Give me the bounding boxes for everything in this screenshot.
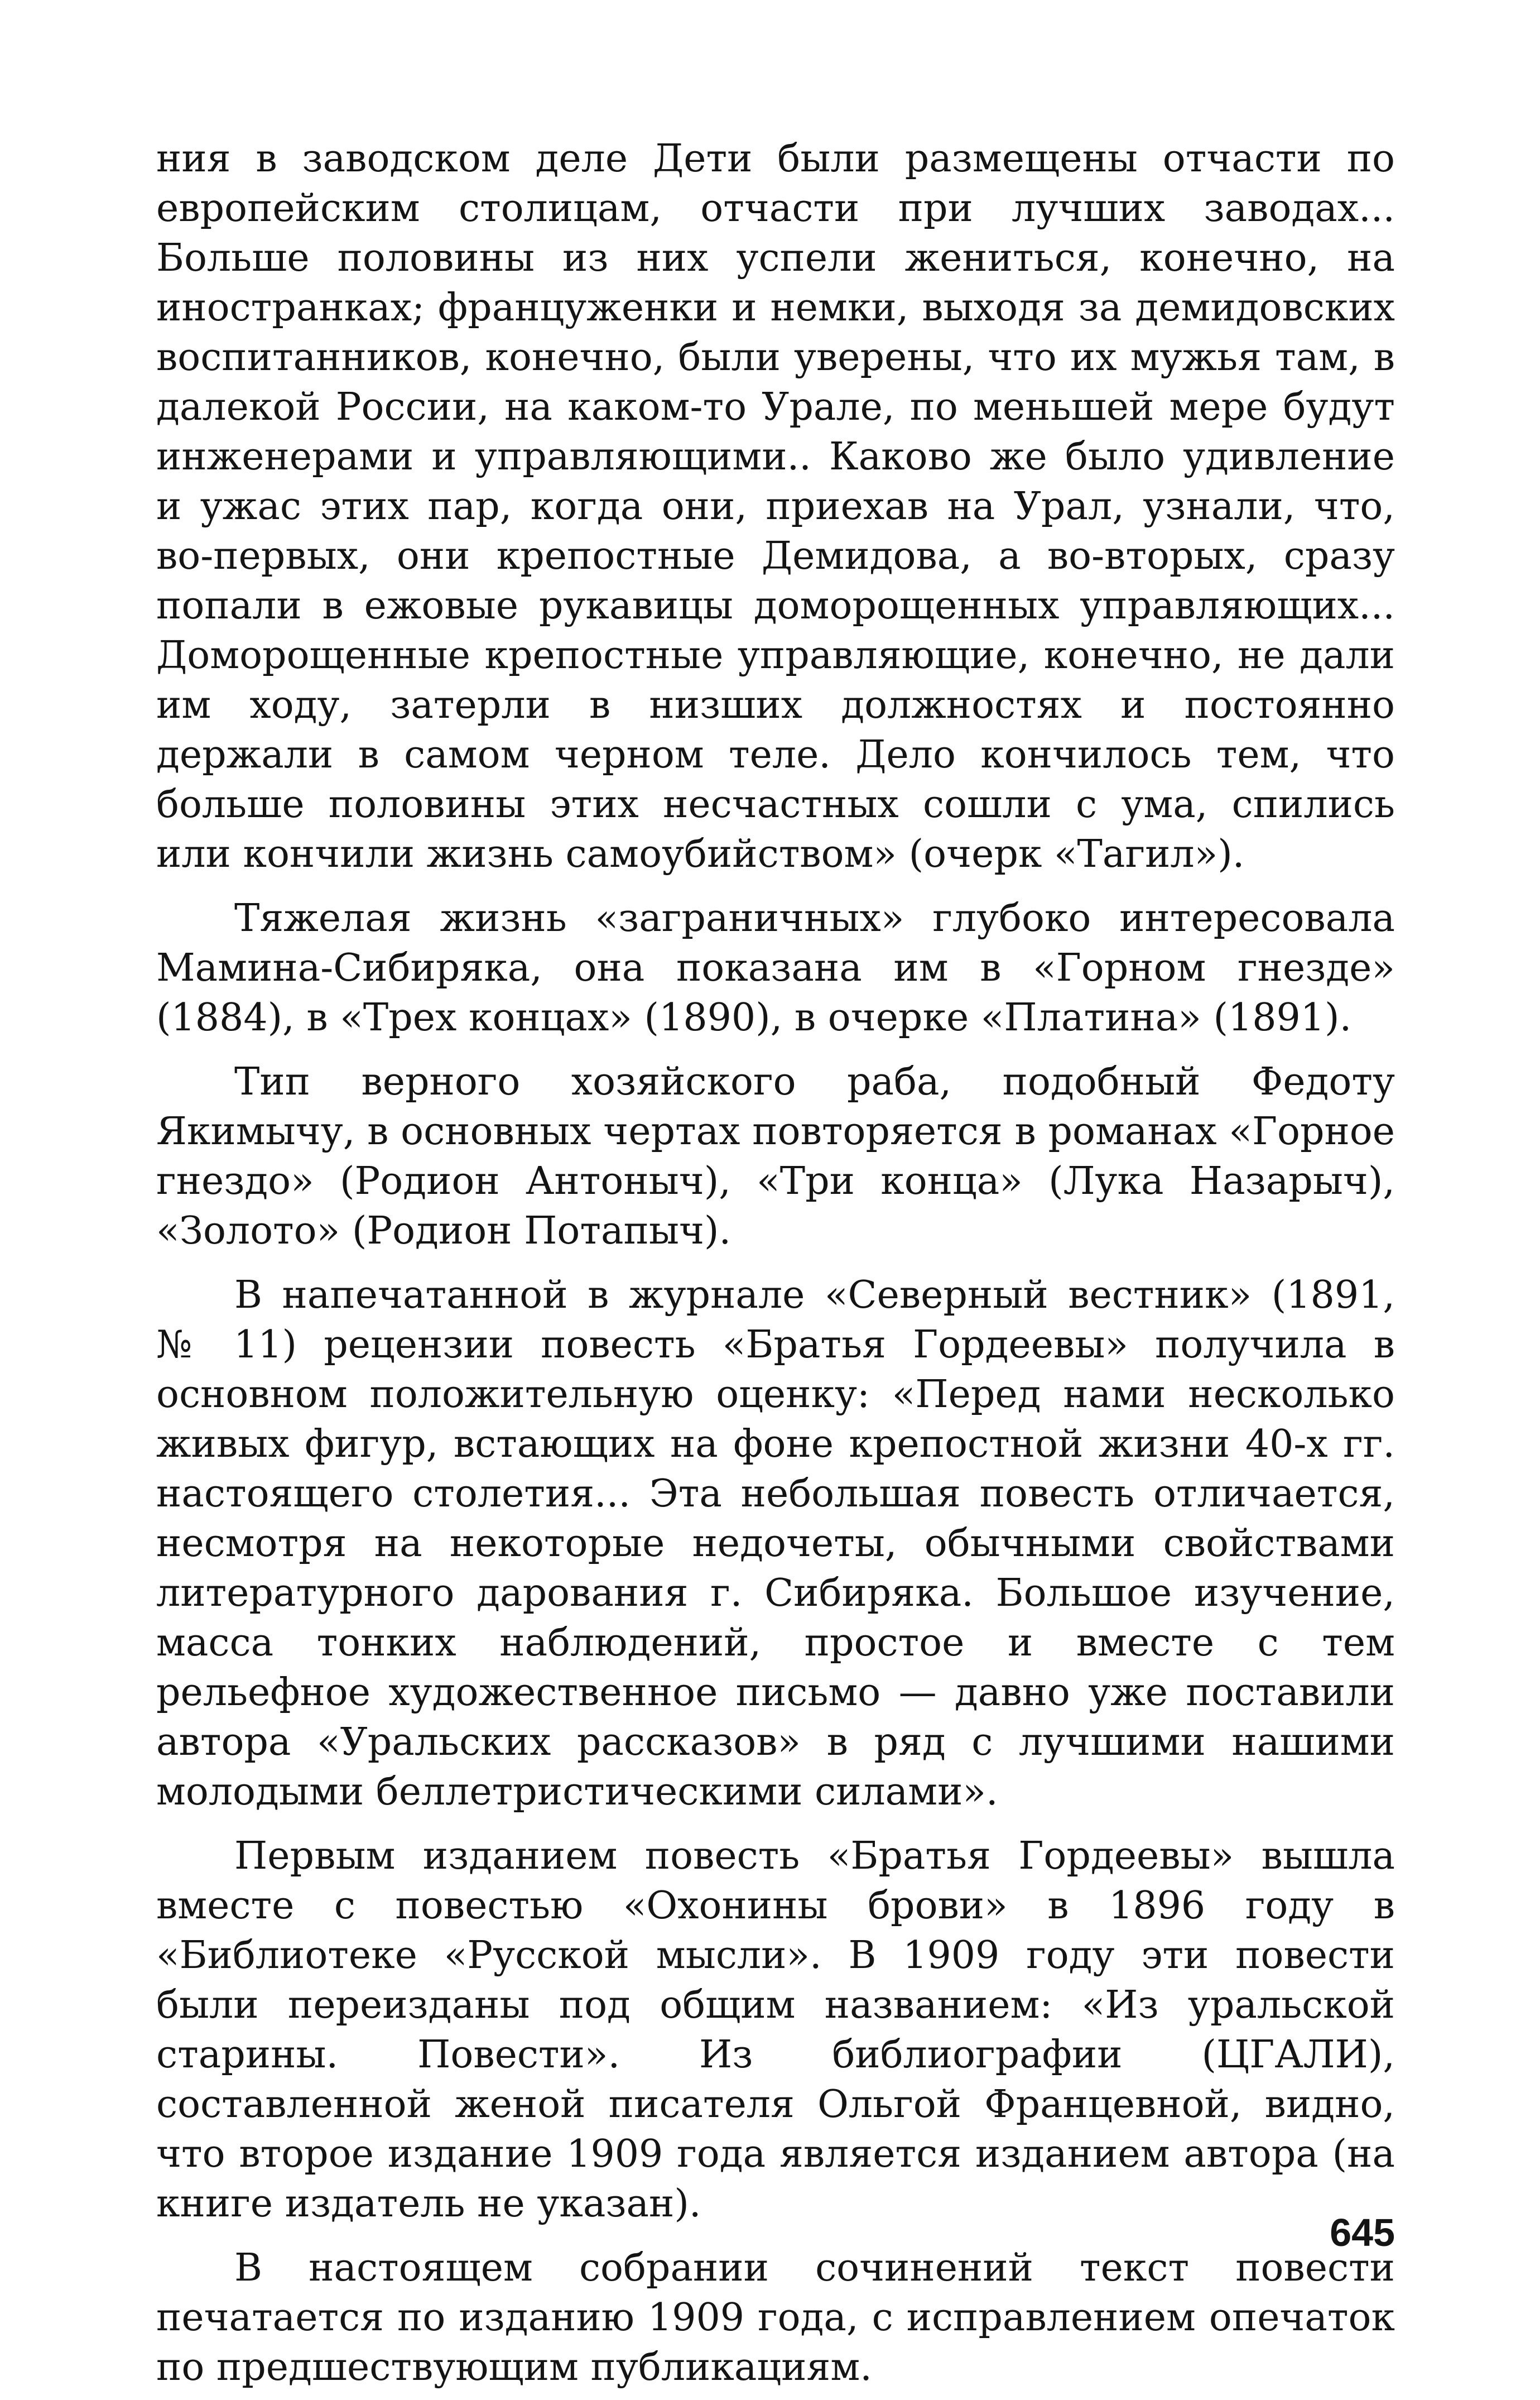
page-text <box>156 134 1395 2392</box>
paragraph-vernyi-rab: Тип верного хозяйского раба, подобный Федоту Якимычу, в основных чертах повторяется в романах «Горное гнездо» (Родион Антоныч), «Три конца» (Лука Назарыч), «Золото» (Родион Потапыч). <box>156 1060 1395 1253</box>
paragraph-pervoe-izdanie: Первым изданием повесть «Братья Гордеевы» вышла вместе с повестью «Охонины брови» в 1896 году в «Библиотеке «Русской мысли». В 1909 году эти повести были переизданы под общим названием: «Из уральской старины. Повести». Из библиографии (ЦГАЛИ), составленной женой писателя Ольгой Францевной, видно, что второе издание 1909 года является изданием автора (на книге издатель не указан). <box>156 1834 1395 2226</box>
paragraph-retsenziya: В напечатанной в журнале «Северный вестник» (1891, № 11) рецензии повесть «Братья Гордеевы» получила в основном положительную оценку: «Перед нами несколько живых фигур, встающих на фоне крепостной жизни 40-х гг. настоящего столетия... Эта небольшая повесть отличается, несмотря на некоторые недочеты, обычными свойствами литературного дарования г. Сибиряка. Большое изучение, масса тонких наблюдений, простое и вместе с тем рельефное художественное письмо — давно уже поставили автора «Уральских рассказов» в ряд с лучшими нашими молодыми беллетристическими силами». <box>156 1273 1395 1814</box>
paragraph-nastoyashchee-sobranie: В настоящем собрании сочинений текст повести печатается по изданию 1909 года, с исправлением опечаток по предшествующим публикациям. <box>156 2246 1395 2389</box>
paragraph-zagranichnye: Тяжелая жизнь «заграничных» глубоко интересовала Мамина-Сибиряка, она показана им в «Горном гнезде» (1884), в «Трех концах» (1890), в очерке «Платина» (1891). <box>156 896 1395 1040</box>
book-page <box>156 134 1395 2389</box>
paragraph-continued: ния в заводском деле Дети были размещены отчасти по европейским столицам, отчасти при лучших заводах... Больше половины из них успели жениться, конечно, на иностранках; француженки и немки, выходя за демидовских воспитанников, конечно, были уверены, что их мужья там, в далекой России, на каком-то Урале, по меньшей мере будут инженерами и управляющими.. Каково же было удивление и ужас этих пар, когда они, приехав на Урал, узнали, что, во-первых, они крепостные Демидова, а во-вторых, сразу попали в ежовые рукавицы доморощенных управляющих... Доморощенные крепостные управляющие, конечно, не дали им ходу, затерли в низших должностях и постоянно держали в самом черном теле. Дело кончилось тем, что больше половины этих несчастных сошли с ума, спились или кончили жизнь самоубийством» (очерк «Тагил»). <box>156 137 1395 876</box>
page-number: 645 <box>1330 2211 1395 2254</box>
